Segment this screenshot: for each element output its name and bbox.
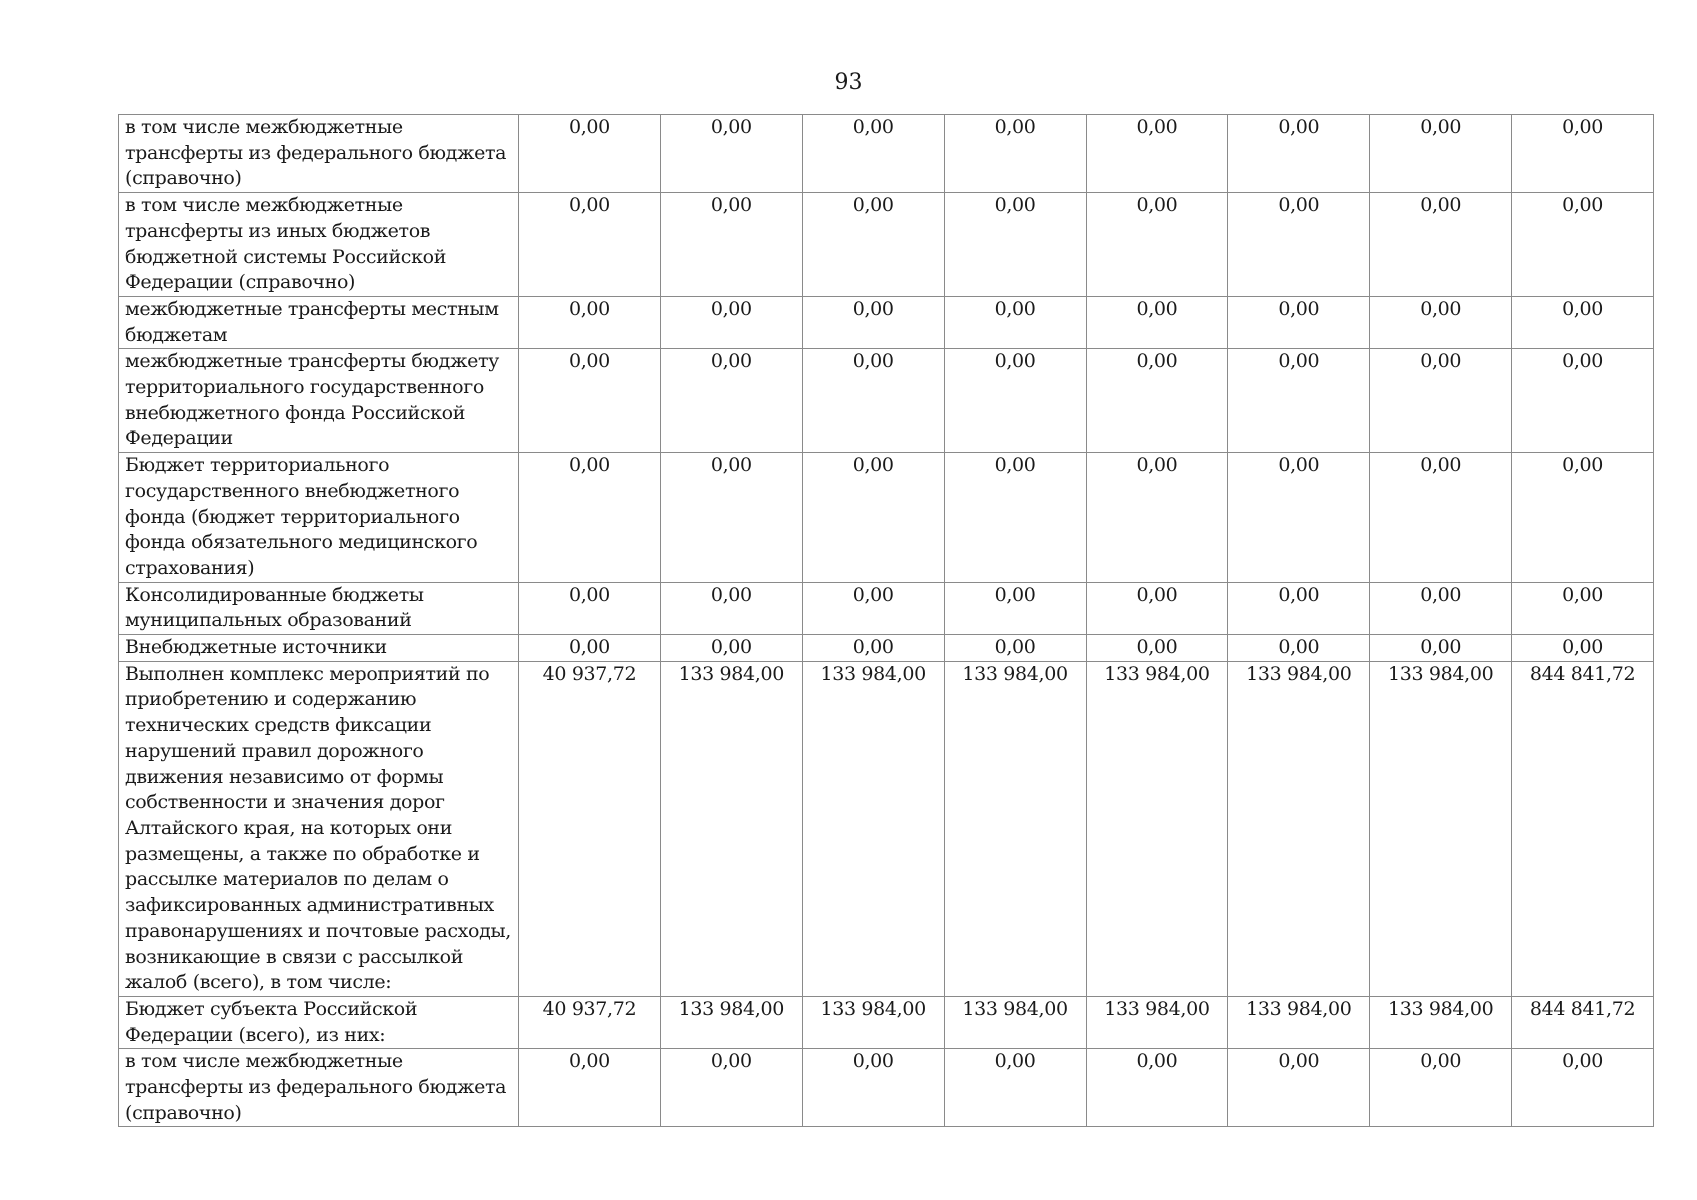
value-cell: 0,00 bbox=[1228, 349, 1370, 453]
table-row bbox=[119, 661, 1654, 996]
row-label: Консолидированные бюджеты муниципальных образований bbox=[119, 582, 519, 634]
value-cell: 0,00 bbox=[1228, 296, 1370, 348]
total-cell: 0,00 bbox=[1512, 635, 1654, 662]
total-cell: 0,00 bbox=[1512, 1049, 1654, 1127]
value-cell: 0,00 bbox=[1228, 193, 1370, 297]
page-number: 93 bbox=[834, 70, 863, 95]
value-cell: 133 984,00 bbox=[802, 661, 944, 996]
value-cell: 0,00 bbox=[802, 1049, 944, 1127]
table-row bbox=[119, 296, 1654, 348]
table-row bbox=[119, 635, 1654, 662]
value-cell: 0,00 bbox=[1228, 1049, 1370, 1127]
value-cell: 0,00 bbox=[660, 582, 802, 634]
value-cell: 133 984,00 bbox=[660, 996, 802, 1048]
value-cell: 0,00 bbox=[519, 115, 661, 193]
table-row bbox=[119, 115, 1654, 193]
value-cell: 0,00 bbox=[802, 582, 944, 634]
value-cell: 0,00 bbox=[519, 635, 661, 662]
row-label: в том числе межбюджетные трансферты из иных бюджетов бюджетной системы Российской Федерации (справочно) bbox=[119, 193, 519, 297]
total-cell: 0,00 bbox=[1512, 115, 1654, 193]
total-cell: 844 841,72 bbox=[1512, 996, 1654, 1048]
row-label: Бюджет территориального государственного внебюджетного фонда (бюджет территориального фонда обязательного медицинского страхования) bbox=[119, 453, 519, 583]
value-cell: 0,00 bbox=[1086, 582, 1228, 634]
value-cell: 0,00 bbox=[1086, 635, 1228, 662]
total-cell: 844 841,72 bbox=[1512, 661, 1654, 996]
value-cell: 0,00 bbox=[1370, 349, 1512, 453]
value-cell: 0,00 bbox=[519, 296, 661, 348]
value-cell: 0,00 bbox=[1370, 296, 1512, 348]
value-cell: 0,00 bbox=[660, 453, 802, 583]
value-cell: 133 984,00 bbox=[802, 996, 944, 1048]
value-cell: 0,00 bbox=[1370, 453, 1512, 583]
value-cell: 0,00 bbox=[802, 635, 944, 662]
value-cell: 0,00 bbox=[1086, 115, 1228, 193]
value-cell: 0,00 bbox=[1086, 296, 1228, 348]
row-label: межбюджетные трансферты бюджету территориального государственного внебюджетного фонда Российской Федерации bbox=[119, 349, 519, 453]
table-row bbox=[119, 193, 1654, 297]
value-cell: 0,00 bbox=[660, 296, 802, 348]
row-label: Бюджет субъекта Российской Федерации (всего), из них: bbox=[119, 996, 519, 1048]
row-label: межбюджетные трансферты местным бюджетам bbox=[119, 296, 519, 348]
value-cell: 0,00 bbox=[1370, 193, 1512, 297]
value-cell: 0,00 bbox=[1370, 582, 1512, 634]
value-cell: 0,00 bbox=[802, 349, 944, 453]
total-cell: 0,00 bbox=[1512, 349, 1654, 453]
value-cell: 133 984,00 bbox=[1228, 996, 1370, 1048]
value-cell: 0,00 bbox=[660, 115, 802, 193]
value-cell: 0,00 bbox=[1370, 1049, 1512, 1127]
total-cell: 0,00 bbox=[1512, 453, 1654, 583]
value-cell: 0,00 bbox=[802, 115, 944, 193]
value-cell: 0,00 bbox=[1086, 453, 1228, 583]
value-cell: 0,00 bbox=[519, 349, 661, 453]
value-cell: 0,00 bbox=[944, 453, 1086, 583]
value-cell: 0,00 bbox=[1228, 453, 1370, 583]
budget-table-body bbox=[119, 115, 1654, 1127]
value-cell: 0,00 bbox=[944, 193, 1086, 297]
value-cell: 0,00 bbox=[1228, 115, 1370, 193]
value-cell: 0,00 bbox=[519, 582, 661, 634]
value-cell: 0,00 bbox=[1086, 1049, 1228, 1127]
value-cell: 0,00 bbox=[1370, 115, 1512, 193]
value-cell: 0,00 bbox=[1086, 349, 1228, 453]
table-row bbox=[119, 1049, 1654, 1127]
value-cell: 0,00 bbox=[1086, 193, 1228, 297]
total-cell: 0,00 bbox=[1512, 296, 1654, 348]
row-label: Внебюджетные источники bbox=[119, 635, 519, 662]
value-cell: 133 984,00 bbox=[1370, 996, 1512, 1048]
value-cell: 133 984,00 bbox=[944, 996, 1086, 1048]
value-cell: 0,00 bbox=[519, 193, 661, 297]
budget-table bbox=[118, 114, 1654, 1127]
value-cell: 0,00 bbox=[1228, 582, 1370, 634]
value-cell: 0,00 bbox=[519, 453, 661, 583]
value-cell: 0,00 bbox=[660, 193, 802, 297]
value-cell: 133 984,00 bbox=[1370, 661, 1512, 996]
value-cell: 133 984,00 bbox=[660, 661, 802, 996]
table-row bbox=[119, 453, 1654, 583]
table-row bbox=[119, 582, 1654, 634]
total-cell: 0,00 bbox=[1512, 193, 1654, 297]
value-cell: 0,00 bbox=[519, 1049, 661, 1127]
value-cell: 133 984,00 bbox=[1086, 661, 1228, 996]
value-cell: 40 937,72 bbox=[519, 661, 661, 996]
table-row bbox=[119, 349, 1654, 453]
value-cell: 0,00 bbox=[944, 296, 1086, 348]
total-cell: 0,00 bbox=[1512, 582, 1654, 634]
value-cell: 133 984,00 bbox=[1086, 996, 1228, 1048]
table-row bbox=[119, 996, 1654, 1048]
value-cell: 0,00 bbox=[660, 635, 802, 662]
row-label: в том числе межбюджетные трансферты из федерального бюджета (справочно) bbox=[119, 1049, 519, 1127]
value-cell: 133 984,00 bbox=[1228, 661, 1370, 996]
value-cell: 40 937,72 bbox=[519, 996, 661, 1048]
value-cell: 0,00 bbox=[1228, 635, 1370, 662]
value-cell: 0,00 bbox=[944, 1049, 1086, 1127]
value-cell: 0,00 bbox=[802, 296, 944, 348]
value-cell: 0,00 bbox=[660, 349, 802, 453]
value-cell: 0,00 bbox=[802, 453, 944, 583]
row-label: Выполнен комплекс мероприятий по приобретению и содержанию технических средств фиксации нарушений правил дорожного движения независимо от формы собственности и значения дорог Алтайского края, на которых они размещены, а также по обработке и рассылке материалов по делам о зафиксированных административных правонарушениях и почтовые расходы, возникающие в связи с рассылкой жалоб (всего), в том числе: bbox=[119, 661, 519, 996]
value-cell: 0,00 bbox=[944, 115, 1086, 193]
value-cell: 0,00 bbox=[1370, 635, 1512, 662]
value-cell: 0,00 bbox=[802, 193, 944, 297]
value-cell: 133 984,00 bbox=[944, 661, 1086, 996]
row-label: в том числе межбюджетные трансферты из федерального бюджета (справочно) bbox=[119, 115, 519, 193]
value-cell: 0,00 bbox=[944, 635, 1086, 662]
value-cell: 0,00 bbox=[944, 582, 1086, 634]
value-cell: 0,00 bbox=[660, 1049, 802, 1127]
value-cell: 0,00 bbox=[944, 349, 1086, 453]
